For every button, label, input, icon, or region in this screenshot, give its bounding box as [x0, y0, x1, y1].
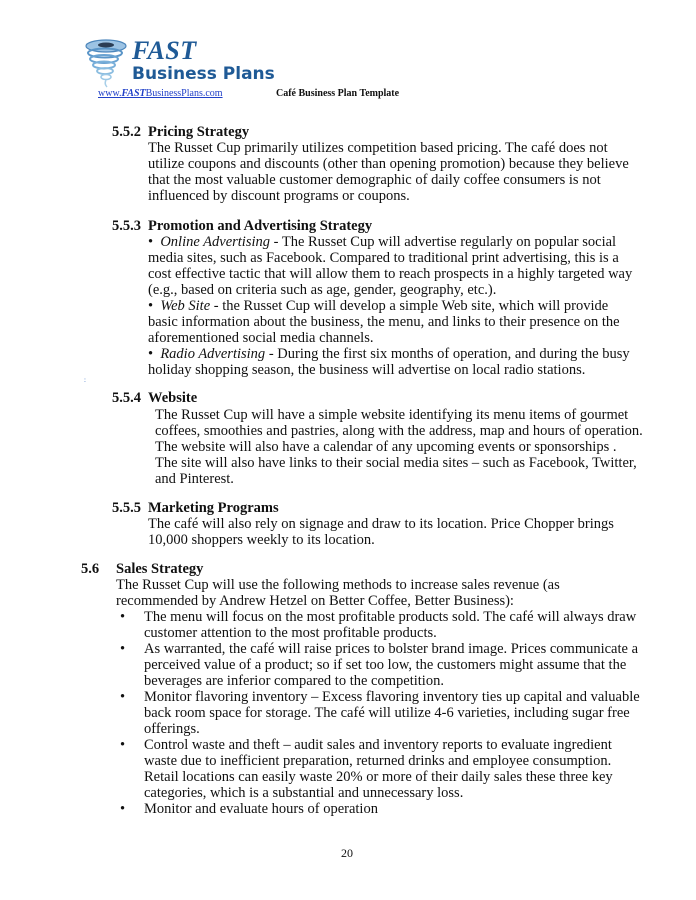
text-line: coffees, smoothies and pastries, along with the address, map and hours of operation. [155, 423, 643, 439]
section-number: 5.5.3 [112, 218, 141, 234]
marketing-paragraph [148, 516, 614, 548]
website-link[interactable] [98, 88, 223, 99]
website-link-suffix: BusinessPlans.com [145, 88, 223, 99]
section-number: 5.5.5 [112, 500, 141, 516]
text-line: customer attention to the most profitable products. [144, 625, 437, 641]
logo-business-plans-text: Business Plans [132, 64, 275, 84]
website-link-prefix: www. [98, 88, 122, 99]
text-line: The site will also have links to their social media sites – such as Facebook, Twitter, [155, 455, 637, 471]
text-line: holiday shopping season, the business will advertise on local radio stations. [148, 362, 586, 378]
heading-pricing-strategy [112, 124, 249, 141]
text-line: The website will also have a calendar of any upcoming events or sponsorships . [155, 439, 617, 455]
bullet-icon: • [120, 641, 126, 657]
section-number: 5.5.2 [112, 124, 141, 140]
document-title: Café Business Plan Template [276, 88, 400, 99]
list-item [120, 609, 640, 641]
pricing-paragraph [148, 140, 629, 204]
bullet-icon: • [148, 298, 154, 314]
text-line: and Pinterest. [155, 471, 234, 487]
text-line: The menu will focus on the most profitable products sold. The café will always draw [144, 609, 637, 625]
text-line: utilize coupons and discounts (other than opening promotion) because they believe [148, 156, 629, 172]
text-line: Control waste and theft – audit sales and inventory reports to evaluate ingredient [144, 737, 612, 753]
list-item [120, 641, 640, 689]
heading-website [112, 390, 197, 407]
text-line: The Russet Cup primarily utilizes competition based pricing. The café does not [148, 140, 608, 156]
promo-item-online [148, 234, 632, 250]
list-item [120, 801, 640, 817]
promo-item-radio [148, 346, 632, 362]
text-line: influenced by discount programs or coupons. [148, 188, 410, 204]
bullet-icon: • [148, 234, 154, 250]
heading-promotion-advertising [112, 218, 372, 235]
website-paragraph [155, 407, 643, 487]
section-title: Promotion and Advertising Strategy [148, 218, 373, 234]
sales-intro [116, 577, 560, 609]
heading-marketing-programs [112, 500, 279, 517]
text-line: cost effective tactic that will allow them to reach prospects in a highly targeted way [148, 266, 633, 282]
text-line: Retail locations can easily waste 20% or more of their daily sales these three key [144, 769, 613, 785]
section-title: Sales Strategy [116, 561, 204, 577]
bullet-icon: • [120, 689, 126, 705]
text-line: basic information about the business, the menu, and links to their presence on the [148, 314, 620, 330]
bullet-icon: • [120, 737, 126, 753]
text-line: offerings. [144, 721, 200, 737]
website-link-brand: FAST [121, 88, 146, 99]
text-line: back room space for storage. The café will utilize 4-6 varieties, including sugar free [144, 705, 630, 721]
text-line: beverages are inferior compared to the competition. [144, 673, 444, 689]
text-line: media sites, such as Facebook. Compared to traditional print advertising, this is a [148, 250, 619, 266]
section-title: Website [148, 390, 198, 406]
text-line: The Russet Cup will use the following methods to increase sales revenue (as [116, 577, 560, 593]
text-line: As warranted, the café will raise prices to bolster brand image. Prices communicate a [144, 641, 639, 657]
item-label: Radio Advertising [160, 346, 266, 362]
item-label: Web Site [160, 298, 211, 314]
heading-sales-strategy [81, 561, 203, 578]
text-line: waste due to inefficient preparation, returned drinks and employee consumption. [144, 753, 612, 769]
logo-fast-text: FAST [132, 36, 197, 65]
text-line: The café will also rely on signage and draw to its location. Price Chopper brings [148, 516, 614, 532]
text-line: recommended by Andrew Hetzel on Better Coffee, Better Business): [116, 593, 514, 609]
page-number: 20 [341, 846, 353, 860]
list-item [120, 737, 640, 801]
item-text: - The Russet Cup will advertise regularly on popular social [270, 234, 617, 250]
section-number: 5.5.4 [112, 390, 141, 406]
list-item [120, 689, 640, 737]
section-title: Marketing Programs [148, 500, 279, 516]
fast-business-plans-logo [84, 36, 275, 88]
text-line: aforementioned social media channels. [148, 330, 374, 346]
section-title: Pricing Strategy [148, 124, 250, 140]
text-line: Monitor and evaluate hours of operation [144, 801, 378, 817]
item-text: - During the first six months of operation, and during the busy [265, 346, 630, 362]
text-line: The Russet Cup will have a simple website identifying its menu items of gourmet [155, 407, 629, 423]
item-text: - the Russet Cup will develop a simple Web site, which will provide [210, 298, 609, 314]
text-line: Monitor flavoring inventory – Excess flavoring inventory ties up capital and valuable [144, 689, 640, 705]
promo-item-website [148, 298, 632, 314]
sales-bullet-list [120, 609, 640, 817]
tornado-icon [84, 38, 128, 88]
text-line: (e.g., based on criteria such as age, gender, geography, etc.). [148, 282, 497, 298]
item-label: Online Advertising [160, 234, 271, 250]
bullet-icon: • [120, 801, 126, 817]
text-line: that the most valuable customer demographic of daily coffee consumers is not [148, 172, 601, 188]
text-line: categories, which is a substantial and unnecessary loss. [144, 785, 464, 801]
text-line: 10,000 shoppers weekly to its location. [148, 532, 375, 548]
promotion-list [148, 234, 632, 378]
bullet-icon: • [148, 346, 154, 362]
bullet-icon: • [120, 609, 126, 625]
section-number: 5.6 [81, 561, 100, 577]
formatting-marker: : [84, 376, 86, 384]
text-line: perceived value of a product; so if set too low, the customers might assume that the [144, 657, 627, 673]
